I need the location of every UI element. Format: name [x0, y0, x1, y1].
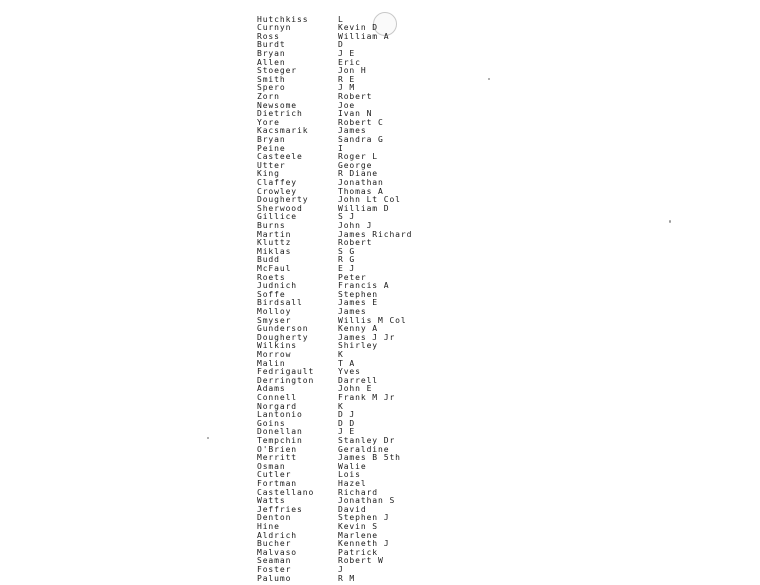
given-name: J M	[338, 83, 356, 93]
surname: Soffe	[257, 289, 286, 299]
name-row	[0, 50, 760, 59]
name-row	[0, 351, 760, 360]
given-name: James Richard	[338, 229, 413, 239]
surname: Utter	[257, 160, 286, 170]
name-row	[0, 471, 760, 480]
surname: Fortman	[257, 478, 298, 488]
name-row	[0, 67, 760, 76]
given-name: George	[338, 160, 373, 170]
surname: Smyser	[257, 315, 292, 325]
surname: Goins	[257, 418, 286, 428]
given-name: R E	[338, 74, 356, 84]
surname: Bucher	[257, 539, 292, 549]
name-row	[0, 394, 760, 403]
given-name: D J	[338, 410, 356, 420]
surname: Birdsall	[257, 298, 303, 308]
given-name: Willis M Col	[338, 315, 407, 325]
given-name: Joe	[338, 100, 356, 110]
given-name: J	[338, 564, 344, 574]
name-row	[0, 16, 760, 25]
surname: Fedrigault	[257, 367, 315, 377]
given-name: James	[338, 306, 367, 316]
surname: Aldrich	[257, 530, 298, 540]
given-name: R M	[338, 573, 356, 583]
given-name: R G	[338, 255, 356, 265]
name-row	[0, 231, 760, 240]
given-name: James	[338, 126, 367, 136]
surname: Crowley	[257, 186, 298, 196]
surname: Gunderson	[257, 324, 309, 334]
name-row	[0, 162, 760, 171]
given-name: John E	[338, 384, 373, 394]
surname: Wilkins	[257, 341, 298, 351]
name-row	[0, 334, 760, 343]
given-name: D D	[338, 418, 356, 428]
given-name: John Lt Col	[338, 195, 401, 205]
given-name: Ivan N	[338, 109, 373, 119]
given-name: L	[338, 14, 344, 24]
surname: Burdt	[257, 40, 286, 50]
surname: Kacsmarik	[257, 126, 309, 136]
name-row	[0, 377, 760, 386]
given-name: Hazel	[338, 478, 367, 488]
name-row	[0, 566, 760, 575]
name-row	[0, 514, 760, 523]
name-row	[0, 463, 760, 472]
given-name: Robert	[338, 91, 373, 101]
given-name: E J	[338, 263, 356, 273]
given-name: Kenny A	[338, 324, 379, 334]
surname: Molloy	[257, 306, 292, 316]
surname: Casteele	[257, 152, 303, 162]
surname: King	[257, 169, 280, 179]
given-name: Jonathan S	[338, 496, 396, 506]
surname: Claffey	[257, 177, 298, 187]
surname: Denton	[257, 513, 292, 523]
surname: Bryan	[257, 134, 286, 144]
surname: Ross	[257, 31, 280, 41]
name-row	[0, 497, 760, 506]
given-name: R Diane	[338, 169, 379, 179]
surname: Smith	[257, 74, 286, 84]
given-name: William D	[338, 203, 390, 213]
given-name: Yves	[338, 367, 361, 377]
surname: Lantonio	[257, 410, 303, 420]
name-row	[0, 213, 760, 222]
name-row	[0, 575, 760, 584]
surname: Merritt	[257, 453, 298, 463]
name-row	[0, 420, 760, 429]
surname: Zorn	[257, 91, 280, 101]
name-row	[0, 41, 760, 50]
name-row	[0, 368, 760, 377]
given-name: Kenneth J	[338, 539, 390, 549]
surname: O'Brien	[257, 444, 298, 454]
name-row	[0, 102, 760, 111]
surname: Roets	[257, 272, 286, 282]
surname: Connell	[257, 392, 298, 402]
name-row	[0, 136, 760, 145]
given-name: S J	[338, 212, 356, 222]
surname: Hine	[257, 521, 280, 531]
surname: McFaul	[257, 263, 292, 273]
surname: Adams	[257, 384, 286, 394]
name-row	[0, 256, 760, 265]
given-name: I	[338, 143, 344, 153]
surname: Donellan	[257, 427, 303, 437]
name-row	[0, 59, 760, 68]
given-name: David	[338, 504, 367, 514]
given-name: Jonathan	[338, 177, 384, 187]
surname: Dougherty	[257, 332, 309, 342]
surname: Miklas	[257, 246, 292, 256]
surname: Martin	[257, 229, 292, 239]
name-row	[0, 153, 760, 162]
given-name: Stephen J	[338, 513, 390, 523]
name-row	[0, 239, 760, 248]
given-name: James E	[338, 298, 379, 308]
name-row	[0, 540, 760, 549]
surname: Burns	[257, 220, 286, 230]
name-row	[0, 248, 760, 257]
surname: Castellano	[257, 487, 315, 497]
given-name: Francis A	[338, 281, 390, 291]
given-name: Robert W	[338, 556, 384, 566]
surname: Stoeger	[257, 66, 298, 76]
surname: Palumo	[257, 573, 292, 583]
surname: Sherwood	[257, 203, 303, 213]
surname: Curnyn	[257, 23, 292, 33]
name-row	[0, 145, 760, 154]
name-row	[0, 299, 760, 308]
name-row	[0, 557, 760, 566]
given-name: James J Jr	[338, 332, 396, 342]
given-name: Richard	[338, 487, 379, 497]
name-row	[0, 76, 760, 85]
given-name: Jon H	[338, 66, 367, 76]
surname: Norgard	[257, 401, 298, 411]
given-name: Peter	[338, 272, 367, 282]
surname: Malvaso	[257, 547, 298, 557]
given-name: Sandra G	[338, 134, 384, 144]
given-name: Kevin S	[338, 521, 379, 531]
surname: Morrow	[257, 349, 292, 359]
given-name: Kevin D	[338, 23, 379, 33]
surname: Judnich	[257, 281, 298, 291]
name-row	[0, 480, 760, 489]
name-row	[0, 84, 760, 93]
given-name: Roger L	[338, 152, 379, 162]
surname: Peine	[257, 143, 286, 153]
surname: Budd	[257, 255, 280, 265]
surname: Gillice	[257, 212, 298, 222]
given-name: T A	[338, 358, 356, 368]
given-name: Stanley Dr	[338, 435, 396, 445]
given-name: K	[338, 401, 344, 411]
given-name: S G	[338, 246, 356, 256]
given-name: J E	[338, 48, 356, 58]
surname: Derrington	[257, 375, 315, 385]
given-name: Lois	[338, 470, 361, 480]
surname: Cutler	[257, 470, 292, 480]
given-name: Geraldine	[338, 444, 390, 454]
surname: Dietrich	[257, 109, 303, 119]
given-name: Walie	[338, 461, 367, 471]
given-name: Eric	[338, 57, 361, 67]
surname: Watts	[257, 496, 286, 506]
given-name: Marlene	[338, 530, 379, 540]
given-name: Shirley	[338, 341, 379, 351]
name-row	[0, 119, 760, 128]
surname: Dougherty	[257, 195, 309, 205]
surname: Kluttz	[257, 238, 292, 248]
given-name: K	[338, 349, 344, 359]
given-name: Robert C	[338, 117, 384, 127]
name-row	[0, 205, 760, 214]
given-name: Robert	[338, 238, 373, 248]
given-name: Frank M Jr	[338, 392, 396, 402]
surname: Hutchkiss	[257, 14, 309, 24]
name-row	[0, 33, 760, 42]
name-row	[0, 265, 760, 274]
name-row	[0, 523, 760, 532]
given-name: Stephen	[338, 289, 379, 299]
name-row	[0, 403, 760, 412]
surname: Allen	[257, 57, 286, 67]
name-row	[0, 411, 760, 420]
surname: Spero	[257, 83, 286, 93]
given-name: D	[338, 40, 344, 50]
name-row	[0, 360, 760, 369]
surname: Yore	[257, 117, 280, 127]
given-name: Thomas A	[338, 186, 384, 196]
surname: Malin	[257, 358, 286, 368]
given-name: J E	[338, 427, 356, 437]
name-row	[0, 454, 760, 463]
surname: Newsome	[257, 100, 298, 110]
surname: Foster	[257, 564, 292, 574]
given-name: James B 5th	[338, 453, 401, 463]
given-name: Darrell	[338, 375, 379, 385]
surname: Seaman	[257, 556, 292, 566]
name-row	[0, 317, 760, 326]
name-row	[0, 291, 760, 300]
name-row	[0, 93, 760, 102]
given-name: John J	[338, 220, 373, 230]
surname: Osman	[257, 461, 286, 471]
name-row	[0, 342, 760, 351]
given-name: William A	[338, 31, 390, 41]
surname: Bryan	[257, 48, 286, 58]
surname: Jeffries	[257, 504, 303, 514]
name-row	[0, 282, 760, 291]
surname: Tempchin	[257, 435, 303, 445]
given-name: Patrick	[338, 547, 379, 557]
